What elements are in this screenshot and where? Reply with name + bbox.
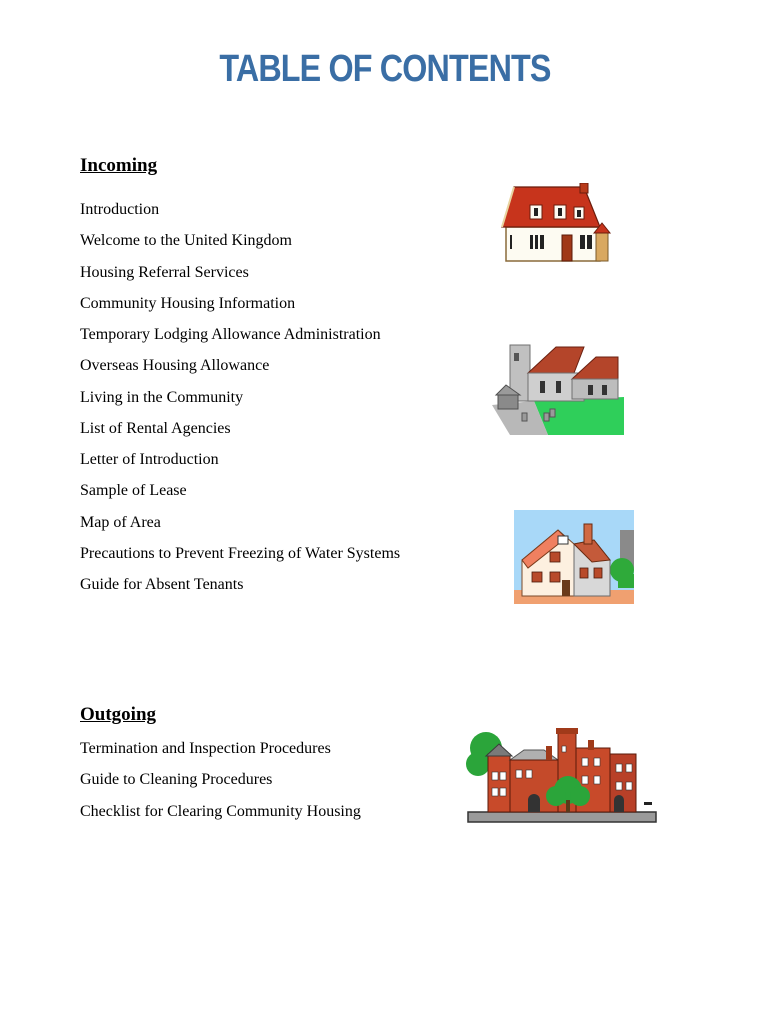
outgoing-heading: Outgoing — [80, 704, 157, 725]
townhouses-illustration — [464, 726, 658, 828]
page-title: TABLE OF CONTENTS — [219, 48, 551, 90]
inn-illustration — [514, 510, 634, 604]
toc-item[interactable]: List of Rental Agencies — [80, 419, 231, 437]
cottage-illustration — [500, 183, 612, 265]
toc-item[interactable]: Introduction — [80, 201, 160, 218]
toc-item[interactable]: Sample of Lease — [80, 482, 187, 500]
church-illustration — [492, 333, 626, 435]
toc-item[interactable]: Guide to Cleaning Procedures — [80, 771, 273, 789]
toc-item[interactable]: Letter of Introduction — [80, 451, 219, 468]
toc-item[interactable]: Precautions to Prevent Freezing of Water Systems — [80, 544, 401, 562]
toc-item[interactable]: Map of Area — [80, 513, 161, 531]
incoming-heading: Incoming — [80, 155, 158, 176]
toc-item[interactable]: Termination and Inspection Procedures — [80, 740, 331, 757]
incoming-list — [80, 194, 400, 600]
outgoing-list — [80, 733, 361, 827]
toc-item[interactable]: Community Housing Information — [80, 294, 296, 312]
toc-item[interactable]: Overseas Housing Allowance — [80, 357, 270, 375]
toc-item[interactable]: Checklist for Clearing Community Housing — [80, 802, 361, 820]
toc-item[interactable]: Temporary Lodging Allowance Administration — [80, 326, 381, 343]
toc-item[interactable]: Housing Referral Services — [80, 263, 249, 281]
toc-item[interactable]: Guide for Absent Tenants — [80, 576, 244, 593]
toc-item[interactable]: Living in the Community — [80, 388, 244, 406]
toc-item[interactable]: Welcome to the United Kingdom — [80, 232, 292, 250]
